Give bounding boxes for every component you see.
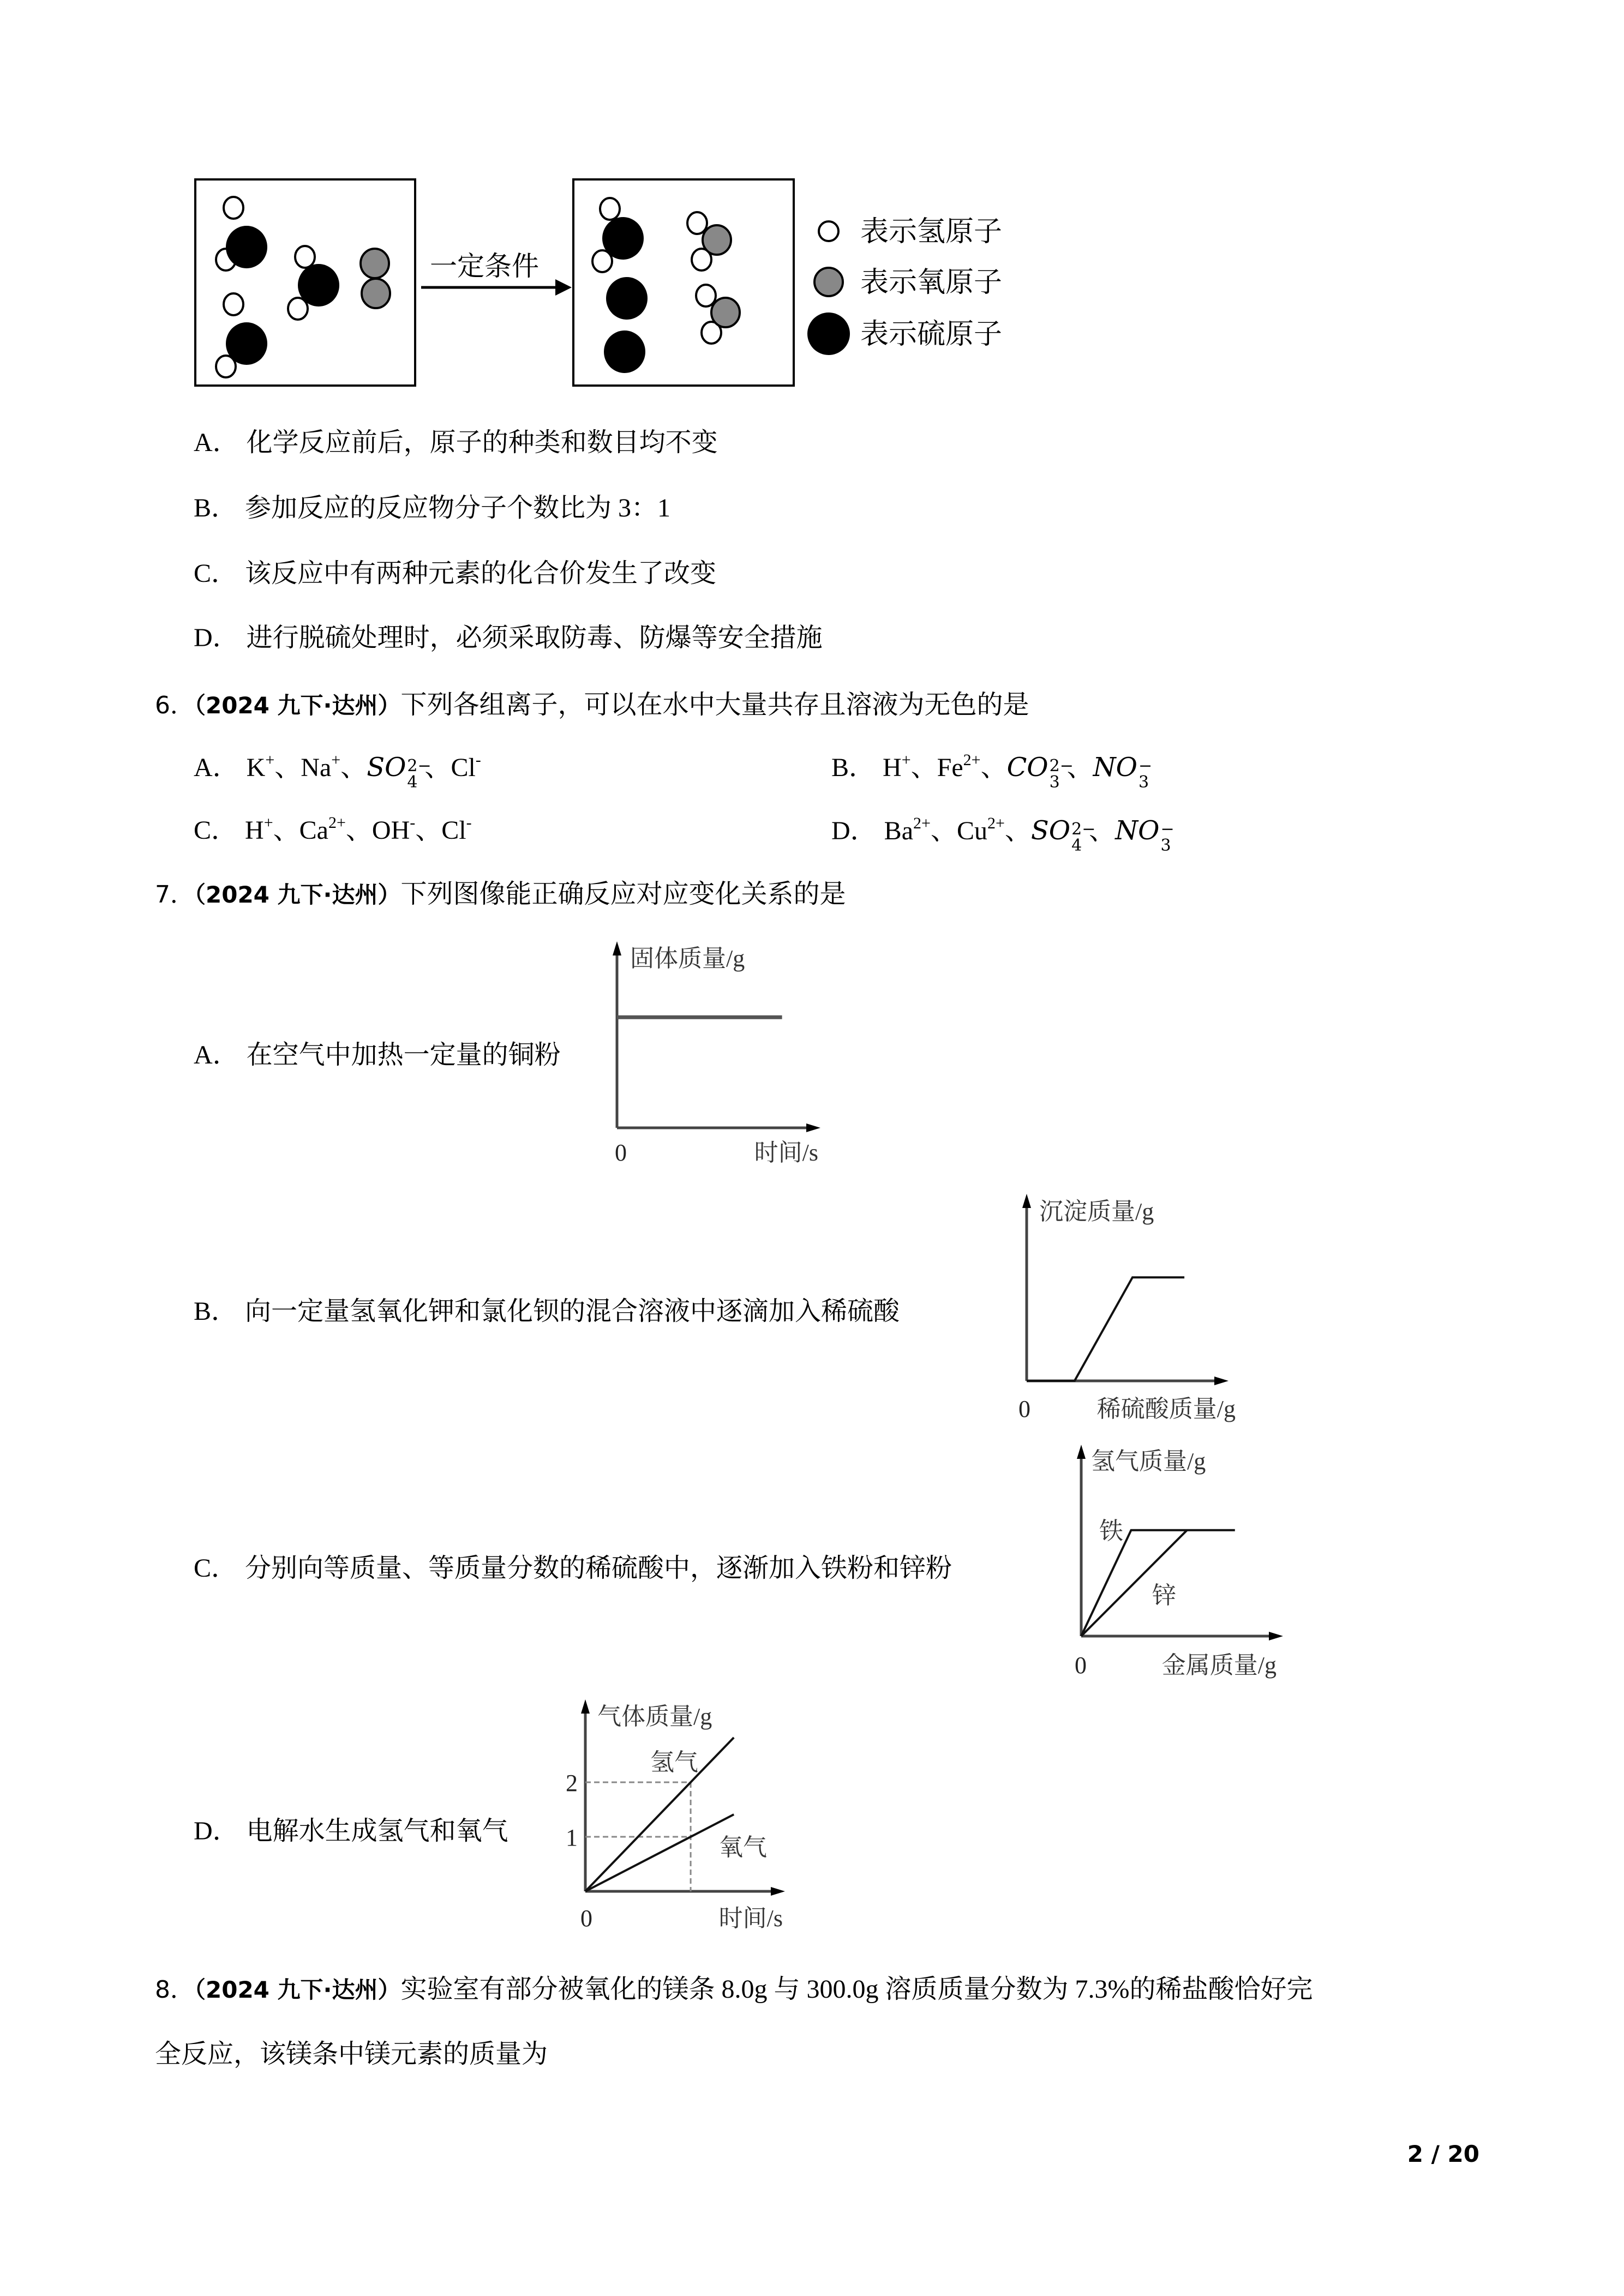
option-letter: A． [194, 428, 239, 457]
ion-subscript: 3 [1138, 773, 1149, 792]
y-axis-label: 氢气质量/g [1091, 1448, 1206, 1475]
origin-label: 0 [615, 1139, 627, 1166]
page-number: 2 / 20 [1407, 2141, 1479, 2167]
series-label: 氧气 [719, 1834, 767, 1861]
option-letter: B． [194, 1297, 238, 1326]
x-axis-arrow-icon [771, 1887, 785, 1896]
ion-charge: 2+ [328, 814, 346, 832]
ion-charge: + [901, 751, 911, 769]
y-axis-arrow-icon [613, 941, 621, 955]
option-letter: C． [194, 816, 238, 845]
option-letter: B． [831, 753, 876, 782]
ion-base: NO [1093, 752, 1138, 783]
ion-subscript: 3 [1049, 773, 1060, 792]
separator: 、 [415, 816, 442, 845]
ion-charge: - [410, 814, 416, 832]
x-axis-label: 金属质量/g [1161, 1652, 1277, 1679]
option-letter: C． [194, 559, 238, 588]
question-number: 6． [155, 692, 194, 719]
option-letter: D． [194, 623, 239, 652]
q8-stem-line1 [155, 1973, 1313, 2006]
option-letter: D． [831, 816, 877, 845]
series-label: 铁 [1099, 1518, 1123, 1544]
option-text: 进行脱硫处理时，必须采取防毒、防爆等安全措施 [246, 623, 823, 652]
graph-d [566, 1699, 785, 1932]
option-letter: B． [194, 494, 238, 522]
ion-base: H [883, 753, 902, 782]
question-stem: 实验室有部分被氧化的镁条 8.0g 与 300.0g 溶质质量分数为 7.3%的稀盐酸恰好完 [400, 1975, 1313, 2004]
series-label: 锌 [1152, 1582, 1176, 1609]
ion-subscript: 4 [1071, 836, 1082, 855]
question-source: （2024 九下·达州） [194, 692, 401, 719]
ion-base: Fe [937, 753, 963, 782]
ion-charge: 2+ [913, 814, 931, 832]
graph-b [1018, 1194, 1236, 1422]
separator: 、 [424, 753, 451, 782]
separator: 、 [1066, 753, 1093, 782]
x-axis-arrow-icon [806, 1123, 820, 1132]
question-source: （2024 九下·达州） [194, 881, 401, 908]
ion-base: Cl [441, 816, 466, 845]
legend-hydrogen-label: 表示氢原子 [860, 217, 1003, 248]
question-source: （2024 九下·达州） [194, 1976, 401, 2003]
ion-base: Ba [884, 816, 913, 845]
ion-base: Ca [299, 816, 328, 845]
x-axis-arrow-icon [1269, 1632, 1283, 1640]
x-axis-label: 时间/s [718, 1905, 783, 1932]
option-letter: A． [194, 1041, 239, 1069]
separator: 、 [274, 753, 301, 782]
q8-stem-line2 [155, 2038, 548, 2071]
ion-base: Cu [956, 816, 987, 845]
reaction-condition-label: 一定条件 [430, 251, 539, 281]
ion-base: Na [301, 753, 332, 782]
question-stem: 下列图像能正确反应对应变化关系的是 [400, 880, 846, 909]
ion-base: OH [371, 816, 410, 845]
option-letter: D． [194, 1817, 239, 1846]
legend-oxygen-label: 表示氧原子 [860, 267, 1003, 298]
ion-charge: − [1160, 820, 1174, 839]
ion-base: SO [367, 752, 406, 783]
origin-label: 0 [1075, 1652, 1087, 1679]
graph-a [613, 941, 820, 1166]
origin-label: 0 [580, 1905, 592, 1932]
option-text: 参加反应的反应物分子个数比为 3：1 [245, 494, 671, 522]
x-axis-arrow-icon [1214, 1377, 1229, 1385]
separator: 、 [980, 753, 1007, 782]
option-text: 该反应中有两种元素的化合价发生了改变 [245, 559, 717, 588]
ion-subscript: 3 [1160, 836, 1171, 855]
option-text: 电解水生成氢气和氧气 [246, 1817, 508, 1846]
y-axis-label: 气体质量/g [597, 1703, 712, 1730]
y-axis-label: 沉淀质量/g [1039, 1198, 1154, 1225]
option-text: 分别向等质量、等质量分数的稀硫酸中，逐渐加入铁粉和锌粉 [245, 1554, 952, 1583]
legend-sulfur-label: 表示硫原子 [860, 319, 1003, 350]
option-letter: A． [194, 753, 239, 782]
question-stem-continued: 全反应，该镁条中镁元素的质量为 [155, 2040, 548, 2069]
ion-base: K [246, 753, 266, 782]
option-text: 化学反应前后，原子的种类和数目均不变 [246, 428, 718, 457]
separator: 、 [345, 816, 372, 845]
ion-charge: + [265, 751, 275, 769]
series-label: 氢气 [650, 1749, 698, 1776]
separator: 、 [273, 816, 299, 845]
question-number: 7． [155, 881, 194, 909]
ion-base: Cl [451, 753, 476, 782]
origin-label: 0 [1018, 1396, 1030, 1422]
y-tick-label: 2 [566, 1770, 578, 1796]
separator: 、 [340, 753, 367, 782]
ion-charge: - [466, 814, 472, 832]
question-stem: 下列各组离子，可以在水中大量共存且溶液为无色的是 [400, 690, 1029, 719]
separator: 、 [910, 753, 937, 782]
y-axis-label: 固体质量/g [630, 945, 745, 972]
y-tick-label: 1 [566, 1824, 578, 1851]
ion-base: H [245, 816, 264, 845]
option-letter: C． [194, 1554, 238, 1583]
ion-subscript: 4 [407, 773, 418, 792]
series-line-0 [1027, 1277, 1184, 1381]
option-text: 向一定量氢氧化钾和氯化钡的混合溶液中逐滴加入稀硫酸 [245, 1297, 900, 1326]
question-number: 8． [155, 1976, 194, 2004]
graph-c [1075, 1445, 1283, 1679]
y-axis-arrow-icon [581, 1699, 590, 1714]
x-axis-label: 稀硫酸质量/g [1096, 1396, 1236, 1422]
ion-charge: 2− [407, 756, 432, 776]
separator: 、 [1089, 816, 1116, 845]
y-axis-arrow-icon [1022, 1194, 1031, 1208]
ion-charge: + [263, 814, 273, 832]
y-axis-arrow-icon [1077, 1445, 1086, 1459]
separator: 、 [1004, 816, 1031, 845]
ion-base: SO [1030, 815, 1071, 846]
series-line-1 [585, 1814, 734, 1891]
ion-charge: − [1138, 756, 1153, 776]
ion-charge: 2+ [963, 751, 981, 769]
ion-charge: 2+ [987, 814, 1005, 832]
ion-charge: - [475, 751, 481, 769]
option-text: 在空气中加热一定量的铜粉 [246, 1041, 561, 1069]
ion-charge: 2− [1071, 820, 1096, 839]
ion-charge: + [331, 751, 341, 769]
ion-base: NO [1115, 815, 1160, 846]
ion-charge: 2− [1049, 756, 1074, 776]
separator: 、 [930, 816, 957, 845]
x-axis-label: 时间/s [754, 1139, 818, 1166]
ion-base: CO [1006, 752, 1048, 783]
